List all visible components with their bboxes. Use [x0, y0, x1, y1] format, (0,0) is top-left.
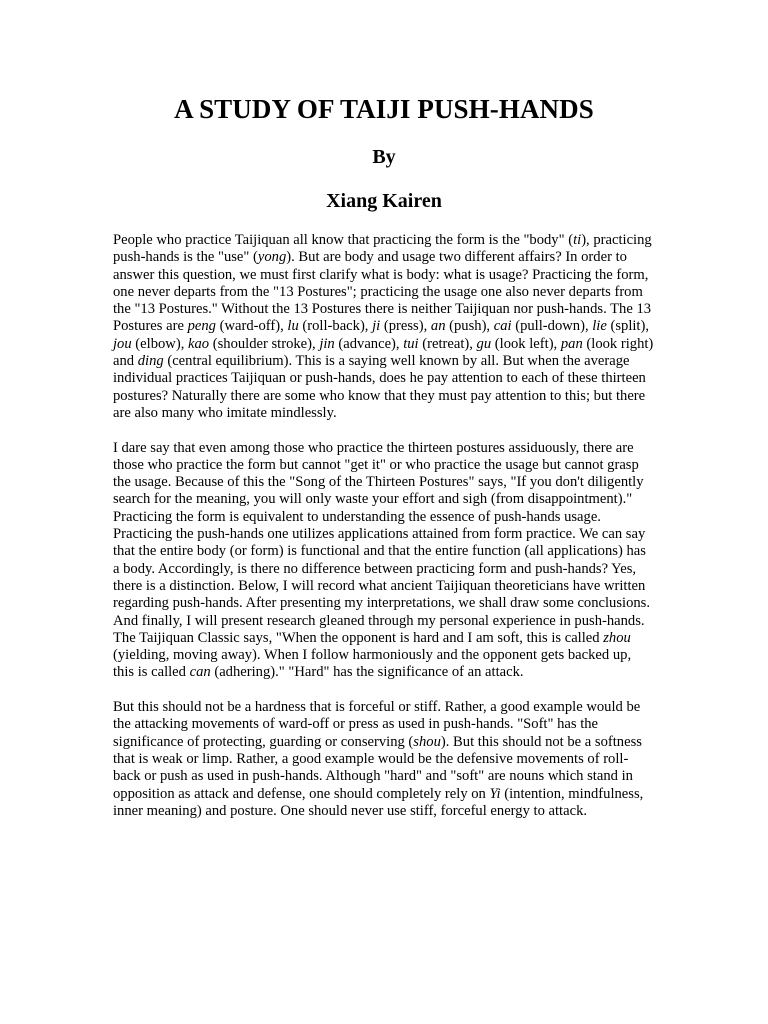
text-run: (yielding, moving away). When I follow harmoniously and the opponent gets backed up, this is called — [113, 647, 632, 681]
article-body — [113, 232, 655, 820]
italic-term: zhou — [603, 629, 631, 646]
italic-term: lie — [592, 318, 607, 335]
text-run: (adhering)." "Hard" has the significance of an attack. — [210, 664, 524, 681]
text-run: (push), — [445, 318, 494, 335]
italic-term: ding — [137, 353, 164, 370]
italic-term: ti — [573, 232, 582, 248]
italic-term: cai — [493, 318, 512, 335]
text-run: (pull-down), — [511, 318, 593, 335]
text-run: (shoulder stroke), — [209, 335, 320, 352]
text-run: (split), — [606, 318, 650, 335]
text-run: (advance), — [334, 335, 404, 352]
paragraph-3 — [113, 699, 655, 820]
text-run: (look right) and — [113, 335, 654, 370]
italic-term: shou — [413, 733, 441, 750]
italic-term: tui — [403, 335, 419, 352]
paragraph-2 — [113, 440, 655, 682]
italic-term: an — [430, 318, 446, 335]
italic-term: ji — [372, 318, 381, 335]
text-run: (press), — [380, 318, 431, 335]
document-title: A STUDY OF TAIJI PUSH-HANDS — [174, 94, 594, 124]
text-run: ), practicing push-hands is the "use" ( — [113, 232, 652, 266]
text-run: But this should not be a hardness that is forceful or stiff. Rather, a good example would be the attacking movements of ward-off or press as used in push-hands. "Soft" has the significance of protecting, guarding or conserving ( — [113, 699, 641, 750]
author-name: Xiang Kairen — [326, 190, 442, 212]
text-run: ). But are body and usage two different affairs? In order to answer this question, we must first clarify what is body: what is usage? Practicing the form, one never departs from the "13 Postures"; practicing the usage one also never departs from the "13 Postures." Without the 13 Postures there is neither Taijiquan nor push-hands. The 13 Postures are — [113, 249, 652, 335]
italic-term: lu — [287, 318, 299, 335]
text-run: (roll-back), — [298, 318, 373, 335]
text-run: (retreat), — [418, 335, 477, 352]
text-run: (look left), — [491, 335, 561, 352]
text-run: (central equilibrium). This is a saying well known by all. But when the average individual practices Taijiquan or push-hands, does he pay attention to each of these thirteen postures? Naturally there are some who know that they must pay attention to this; but there are also many who imitate mindlessly. — [113, 353, 646, 421]
text-run: I dare say that even among those who practice the thirteen postures assiduously, there are those who practice the form but cannot "get it" or who practice the usage but cannot grasp the usage. Because of this the "Song of the Thirteen Postures" says, "If you don't diligently search for the meaning, you will only waste your effort and sigh (from disappointment)." Practicing the form is equivalent to understanding the essence of push-hands usage. Practicing the push-hands one utilizes applications attained from form practice. We can say that the entire body (or form) is functional and that the entire function (all applications) has a body. Accordingly, is there no difference between practicing form and push-hands? Yes, there is a distinction. Below, I will record what ancient Taijiquan theoreticians have written regarding push-hands. After presenting my interpretations, we shall draw some conclusions. And finally, I will present research gleaned through my personal experience in push-hands. The Taijiquan Classic says, "When the opponent is hard and I am soft, this is called — [113, 439, 651, 646]
text-run: (ward-off), — [215, 318, 288, 335]
italic-term: pan — [560, 335, 583, 352]
byline: By — [372, 146, 396, 168]
text-run: (elbow), — [131, 335, 188, 352]
italic-term: Yi — [489, 785, 501, 802]
italic-term: jou — [113, 335, 132, 352]
text-run: (intention, mindfulness, inner meaning) and posture. One should never use stiff, forceful energy to attack. — [113, 785, 644, 819]
text-run: ). But this should not be a softness that is weak or limp. Rather, a good example would be the defensive movements of roll-back or push as used in push-hands. Although "hard" and "soft" are nouns which stand in opposition as attack and defense, one should completely rely on — [113, 733, 642, 802]
italic-term: kao — [188, 335, 210, 352]
italic-term: gu — [476, 335, 492, 352]
italic-term: peng — [187, 318, 216, 335]
italic-term: can — [189, 664, 211, 681]
italic-term: yong — [257, 249, 287, 266]
paragraph-1 — [113, 232, 655, 422]
text-run: People who practice Taijiquan all know that practicing the form is the "body" ( — [113, 232, 574, 248]
italic-term: jin — [319, 335, 335, 352]
